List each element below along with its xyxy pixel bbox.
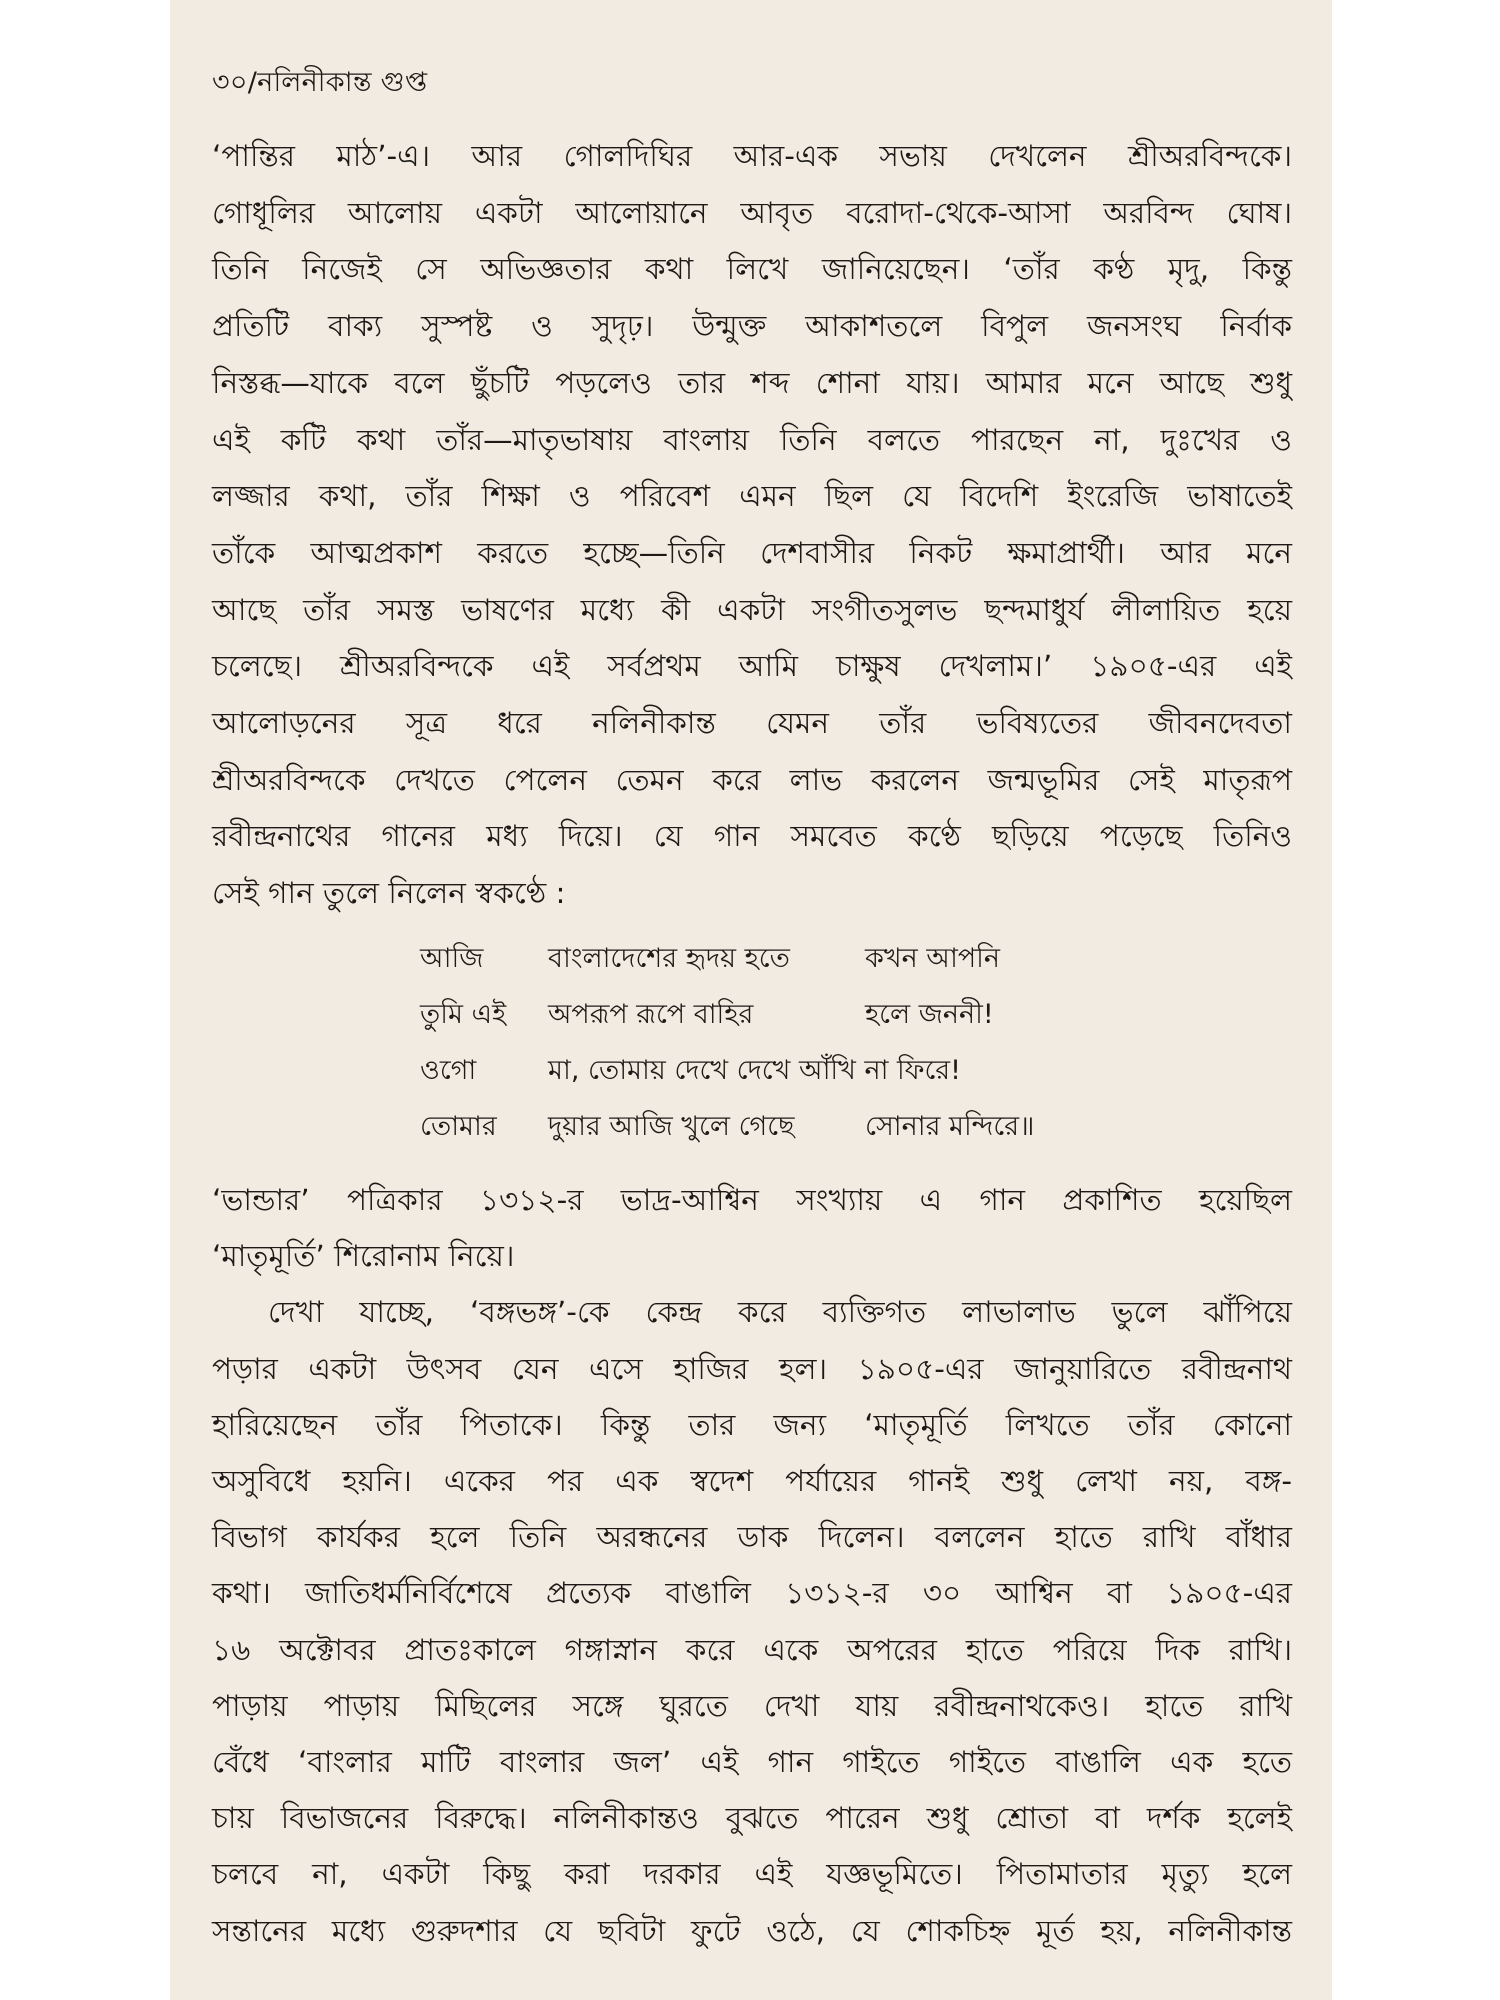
text-line: আলোড়নের সূত্র ধরে নলিনীকান্ত যেমন তাঁর ভবিষ্যতের জীবনদেবতা	[212, 706, 1292, 741]
text-line: পড়ার একটা উৎসব যেন এসে হাজির হল। ১৯০৫-এর জানুয়ারিতে রবীন্দ্রনাথ	[212, 1351, 1292, 1386]
verse-segment: দুয়ার আজি খুলে গেছে	[548, 1111, 795, 1142]
text-line: ‘পান্তির মাঠ’-এ। আর গোলদিঘির আর-এক সভায় দেখলেন শ্রীঅরবিন্দকে।	[212, 139, 1292, 173]
paragraph-2-3	[212, 1172, 1292, 1959]
verse-segment: আজি	[420, 943, 484, 974]
text-line: ১৬ অক্টোবর প্রাতঃকালে গঙ্গাস্নান করে একে অপরের হাতে পরিয়ে দিক রাখি।	[212, 1632, 1292, 1667]
verse-line	[420, 1050, 1260, 1106]
text-line: হারিয়েছেন তাঁর পিতাকে। কিন্তু তার জন্য ‘মাতৃমূর্তি লিখতে তাঁর কোনো	[212, 1407, 1292, 1442]
verse-segment: কখন আপনি	[865, 943, 1000, 974]
text-line: দেখা যাচ্ছে, ‘বঙ্গভঙ্গ’-কে কেন্দ্র করে ব্যক্তিগত লাভালাভ ভুলে ঝাঁপিয়ে	[268, 1295, 1292, 1330]
text-line: বিভাগ কার্যকর হলে তিনি অরন্ধনের ডাক দিলেন। বললেন হাতে রাখি বাঁধার	[212, 1520, 1292, 1555]
running-head: ৩০/নলিনীকান্ত গুপ্ত	[212, 67, 428, 98]
text-line: চলবে না, একটা কিছু করা দরকার এই যজ্ঞভূমিতে। পিতামাতার মৃত্যু হলে	[212, 1857, 1292, 1892]
text-line: তিনি নিজেই সে অভিজ্ঞতার কথা লিখে জানিয়েছেন। ‘তাঁর কণ্ঠ মৃদু, কিন্তু	[212, 252, 1292, 287]
verse-line	[420, 938, 1260, 994]
verse-segment: অপরূপ রূপে বাহির	[548, 999, 754, 1030]
text-line: সেই গান তুলে নিলেন স্বকণ্ঠে :	[212, 876, 566, 911]
text-line: এই কটি কথা তাঁর—মাতৃভাষায় বাংলায় তিনি বলতে পারছেন না, দুঃখের ও	[212, 422, 1292, 457]
text-line: অসুবিধে হয়নি। একের পর এক স্বদেশ পর্যায়ের গানই শুধু লেখা নয়, বঙ্গ-	[212, 1464, 1292, 1499]
verse-segment: ওগো	[420, 1055, 477, 1086]
verse-segment: বাংলাদেশের হৃদয় হতে	[548, 943, 790, 974]
text-line: কথা। জাতিধর্মনির্বিশেষে প্রত্যেক বাঙালি ১৩১২-র ৩০ আশ্বিন বা ১৯০৫-এর	[212, 1576, 1292, 1611]
verse-segment: হলে জননী!	[865, 999, 994, 1030]
text-line: নিস্তব্ধ—যাকে বলে ছুঁচটি পড়লেও তার শব্দ শোনা যায়। আমার মনে আছে শুধু	[212, 365, 1292, 400]
book-page	[170, 0, 1332, 2000]
song-verse	[420, 938, 1260, 1162]
verse-line	[420, 1106, 1260, 1162]
text-line: গোধূলির আলোয় একটা আলোয়ানে আবৃত বরোদা-থেকে-আসা অরবিন্দ ঘোষ।	[212, 195, 1292, 230]
text-line: শ্রীঅরবিন্দকে দেখতে পেলেন তেমন করে লাভ করলেন জন্মভূমির সেই মাতৃরূপ	[212, 762, 1292, 797]
verse-segment: মা, তোমায় দেখে দেখে আঁখি না ফিরে!	[548, 1055, 961, 1086]
text-line: সন্তানের মধ্যে গুরুদশার যে ছবিটা ফুটে ওঠে, যে শোকচিহ্ন মূর্ত হয়, নলিনীকান্ত	[212, 1913, 1292, 1948]
text-line: পাড়ায় পাড়ায় মিছিলের সঙ্গে ঘুরতে দেখা যায় রবীন্দ্রনাথকেও। হাতে রাখি	[212, 1688, 1292, 1723]
verse-line	[420, 994, 1260, 1050]
paragraph-1	[212, 128, 1292, 922]
verse-segment: তুমি এই	[420, 999, 507, 1030]
text-line: প্রতিটি বাক্য সুস্পষ্ট ও সুদৃঢ়। উন্মুক্ত আকাশতলে বিপুল জনসংঘ নির্বাক	[212, 309, 1292, 344]
text-line: ‘ভান্ডার’ পত্রিকার ১৩১২-র ভাদ্র-আশ্বিন সংখ্যায় এ গান প্রকাশিত হয়েছিল	[212, 1183, 1292, 1217]
text-line: চলেছে। শ্রীঅরবিন্দকে এই সর্বপ্রথম আমি চাক্ষুষ দেখলাম।’ ১৯০৫-এর এই	[212, 649, 1292, 684]
text-line: আছে তাঁর সমস্ত ভাষণের মধ্যে কী একটা সংগীতসুলভ ছন্দমাধুর্য লীলায়িত হয়ে	[212, 592, 1292, 627]
verse-segment: তোমার	[420, 1111, 497, 1142]
text-line: তাঁকে আত্মপ্রকাশ করতে হচ্ছে—তিনি দেশবাসীর নিকট ক্ষমাপ্রার্থী। আর মনে	[212, 535, 1292, 570]
verse-segment: সোনার মন্দিরে॥	[865, 1111, 1035, 1142]
text-line: চায় বিভাজনের বিরুদ্ধে। নলিনীকান্তও বুঝতে পারেন শুধু শ্রোতা বা দর্শক হলেই	[212, 1801, 1292, 1836]
text-line: রবীন্দ্রনাথের গানের মধ্য দিয়ে। যে গান সমবেত কণ্ঠে ছড়িয়ে পড়েছে তিনিও	[212, 819, 1292, 854]
text-line: লজ্জার কথা, তাঁর শিক্ষা ও পরিবেশ এমন ছিল যে বিদেশি ইংরেজি ভাষাতেই	[212, 479, 1292, 514]
text-line: ‘মাতৃমূর্তি’ শিরোনাম নিয়ে।	[212, 1239, 515, 1274]
text-line: বেঁধে ‘বাংলার মাটি বাংলার জল’ এই গান গাইতে গাইতে বাঙালি এক হতে	[212, 1745, 1292, 1780]
